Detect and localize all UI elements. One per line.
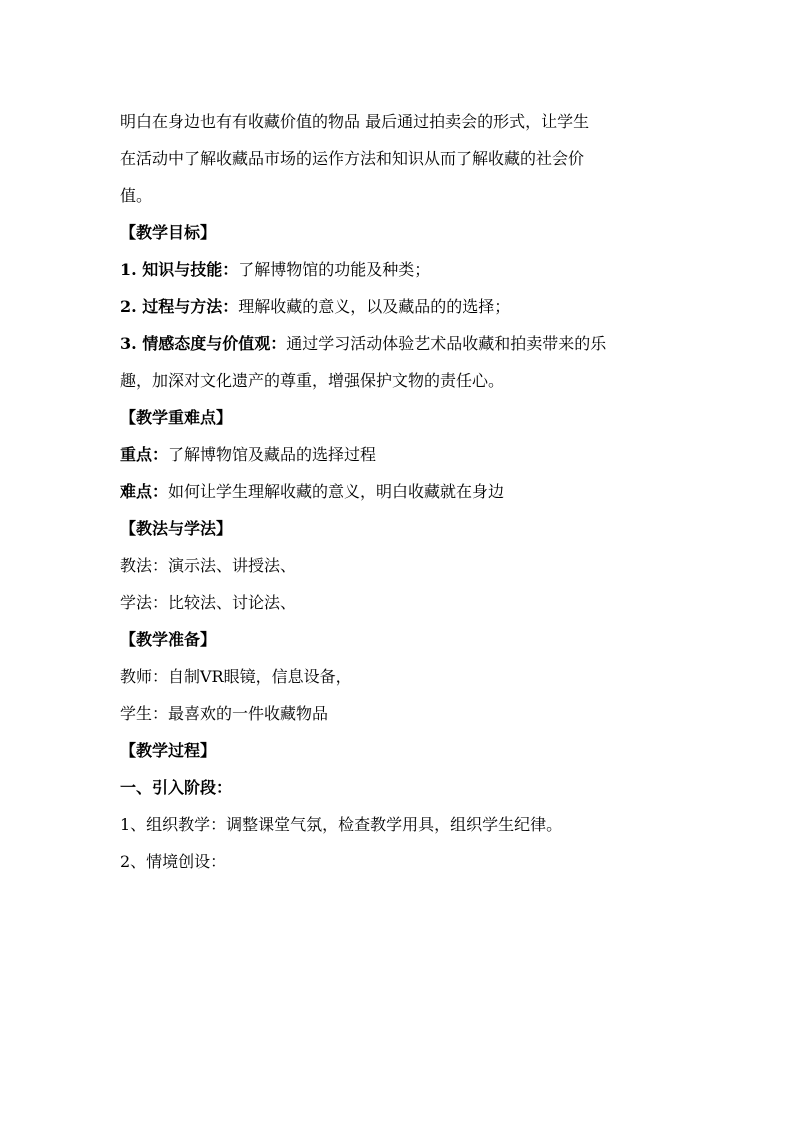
objective-label: 2. 过程与方法： [120,297,239,316]
objective-item-1 [120,251,680,288]
objective-label: 1. 知识与技能： [120,260,239,279]
process-heading: 【教学过程】 [120,741,217,760]
teacher-preparation: 教师：自制VR眼镜，信息设备， [120,667,352,686]
difficult-point-text: 如何让学生理解收藏的意义，明白收藏就在身边 [168,482,505,501]
difficult-point-label: 难点： [120,482,169,501]
process-step-1: 1、组织教学：调整课堂气氛，检查教学用具，组织学生纪律。 [120,815,563,834]
difficult-point [120,473,680,510]
objective-text: 了解博物馆的功能及种类； [238,260,431,279]
key-points-heading: 【教学重难点】 [120,408,233,427]
student-preparation: 学生：最喜欢的一件收藏物品 [120,704,329,723]
preparation-heading: 【教学准备】 [120,630,217,649]
process-stage-1: 一、引入阶段： [120,778,233,797]
methods-heading: 【教法与学法】 [120,519,233,538]
objective-item-3-continuation: 趣，加深对文化遗产的尊重，增强保护文物的责任心。 [120,371,505,390]
teaching-methods: 教法：演示法、讲授法、 [120,556,297,575]
objective-text: 通过学习活动体验艺术品收藏和拍卖带来的乐 [286,334,607,353]
objectives-heading: 【教学目标】 [120,223,217,242]
key-point-label: 重点： [120,445,169,464]
process-step-2: 2、情境创设： [120,852,227,871]
learning-methods: 学法：比较法、讨论法、 [120,593,297,612]
intro-line-3: 值。 [120,186,153,205]
objective-item-3 [120,325,680,362]
intro-line-1: 明白在身边也有有收藏价值的物品 最后通过拍卖会的形式，让学生 [120,112,590,131]
key-point [120,436,680,473]
objective-text: 理解收藏的意义，以及藏品的的选择； [238,297,511,316]
objective-label: 3. 情感态度与价值观： [120,334,287,353]
key-point-text: 了解博物馆及藏品的选择过程 [168,445,377,464]
intro-line-2: 在活动中了解收藏品市场的运作方法和知识从而了解收藏的社会价 [120,149,585,168]
document-page [120,103,680,880]
objective-item-2 [120,288,680,325]
